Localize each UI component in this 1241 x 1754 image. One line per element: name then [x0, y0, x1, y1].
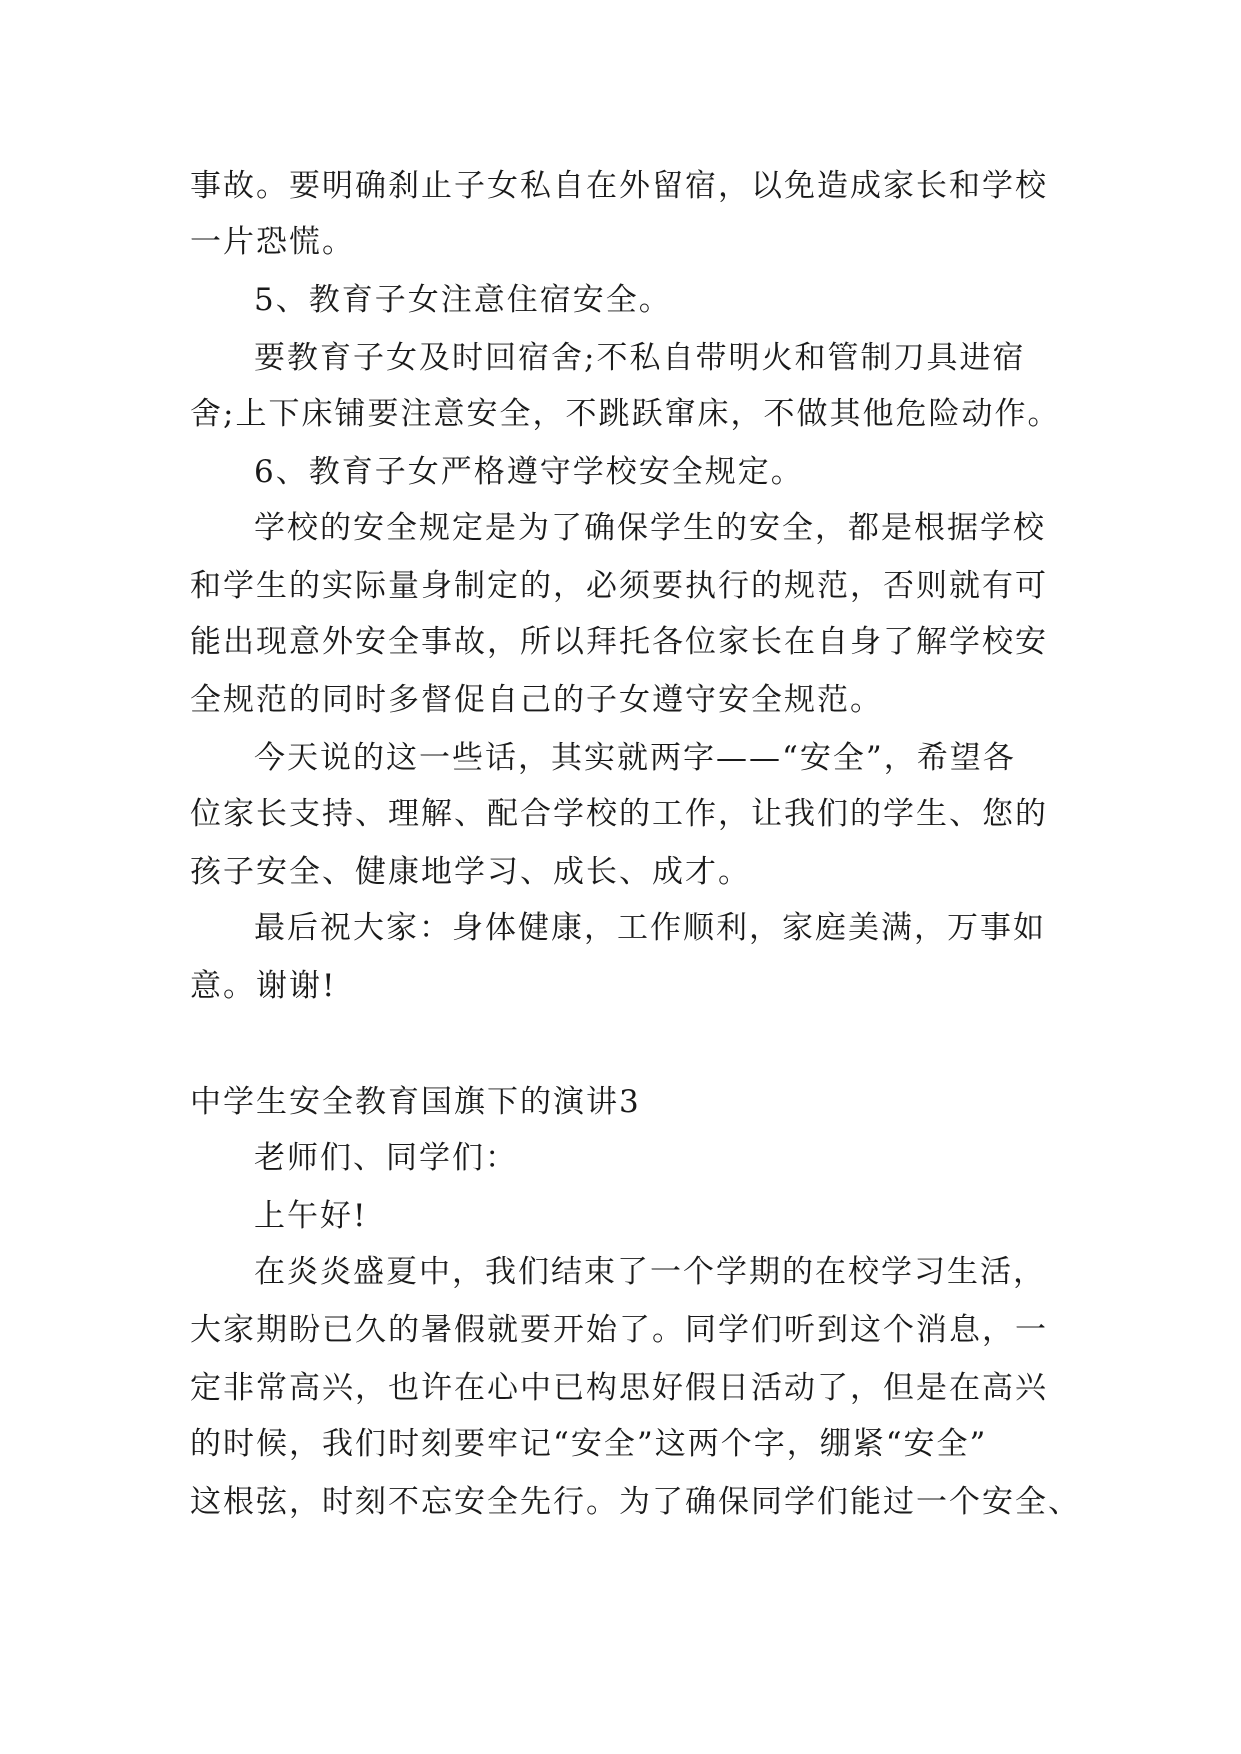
text-line: 这根弦，时刻不忘安全先行。为了确保同学们能过一个安全、	[190, 1484, 1081, 1520]
list-item-heading: 5、教育子女注意住宿安全。	[254, 282, 672, 318]
text-line: 大家期盼已久的暑假就要开始了。同学们听到这个消息，一	[190, 1312, 1048, 1348]
text-line: 能出现意外安全事故，所以拜托各位家长在自身了解学校安	[190, 624, 1048, 660]
text-line: 的时候，我们时刻要牢记“安全”这两个字，绷紧“安全”	[190, 1426, 988, 1462]
text-line: 今天说的这一些话，其实就两字——“安全”，希望各	[254, 740, 1016, 776]
section-heading: 中学生安全教育国旗下的演讲3	[190, 1084, 641, 1120]
text-line: 定非常高兴，也许在心中已构思好假日活动了，但是在高兴	[190, 1370, 1048, 1406]
salutation: 老师们、同学们：	[254, 1140, 518, 1176]
text-line: 最后祝大家：身体健康，工作顺利，家庭美满，万事如	[254, 910, 1046, 946]
greeting: 上午好!	[254, 1198, 368, 1234]
text-line: 舍;上下床铺要注意安全，不跳跃窜床，不做其他危险动作。	[190, 396, 1061, 432]
text-line: 要教育子女及时回宿舍;不私自带明火和管制刀具进宿	[254, 340, 1026, 376]
text-line: 位家长支持、理解、配合学校的工作，让我们的学生、您的	[190, 796, 1048, 832]
text-line: 孩子安全、健康地学习、成长、成才。	[190, 854, 751, 890]
text-line: 意。谢谢!	[190, 968, 337, 1004]
text-line: 在炎炎盛夏中，我们结束了一个学期的在校学习生活，	[254, 1254, 1046, 1290]
text-line: 学校的安全规定是为了确保学生的安全，都是根据学校	[254, 510, 1046, 546]
text-line: 一片恐慌。	[190, 224, 355, 260]
text-line: 和学生的实际量身制定的，必须要执行的规范，否则就有可	[190, 568, 1048, 604]
list-item-heading: 6、教育子女严格遵守学校安全规定。	[254, 454, 804, 490]
text-line: 事故。要明确刹止子女私自在外留宿，以免造成家长和学校	[190, 168, 1048, 204]
text-line: 全规范的同时多督促自己的子女遵守安全规范。	[190, 682, 883, 718]
